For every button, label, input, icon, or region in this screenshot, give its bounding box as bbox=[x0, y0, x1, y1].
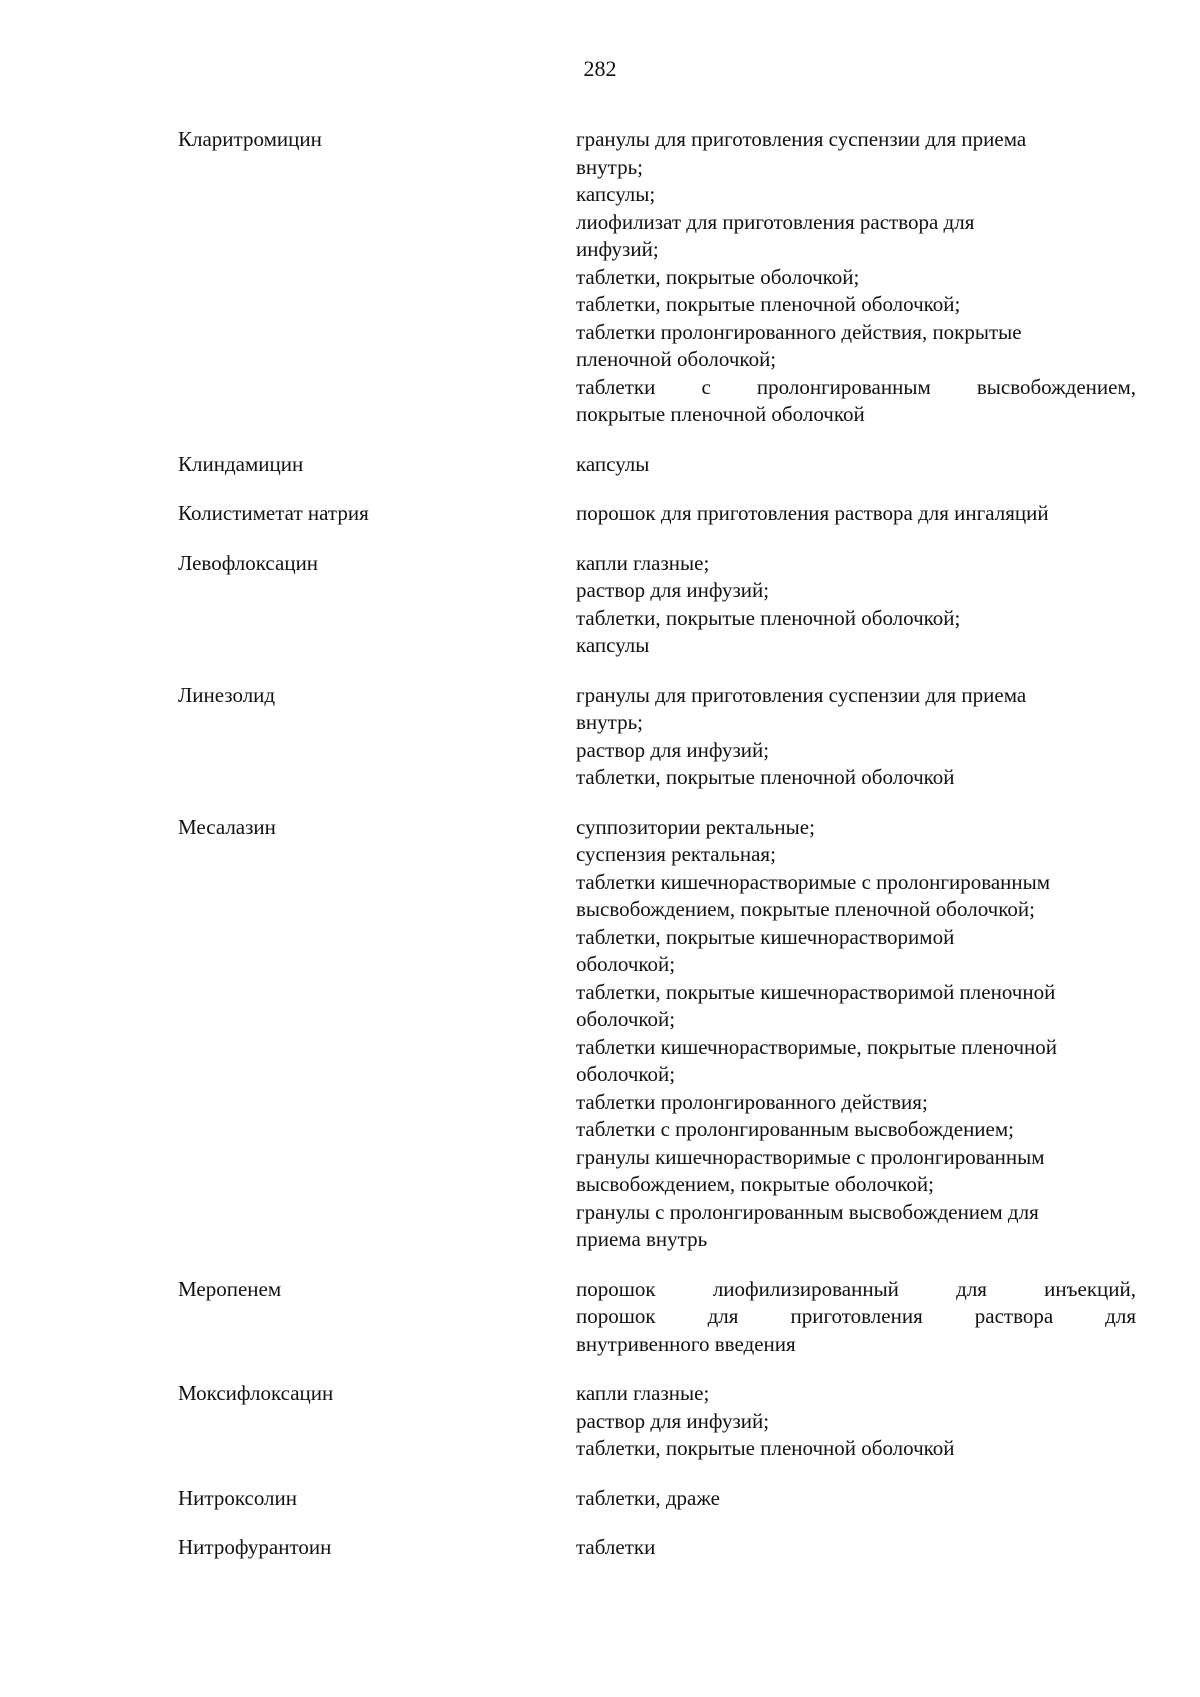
dosage-form-line: гранулы для приготовления суспензии для приема bbox=[576, 682, 1027, 707]
dosage-forms bbox=[576, 1534, 1136, 1562]
dosage-form-line: оболочкой; bbox=[576, 952, 676, 976]
dosage-forms bbox=[576, 126, 1136, 429]
dosage-form-line: внутрь; bbox=[576, 710, 643, 734]
drug-entry bbox=[178, 1380, 1138, 1463]
page-number: 282 bbox=[583, 56, 617, 81]
dosage-form-line: гранулы кишечнорастворимые с пролонгированным bbox=[576, 1144, 1045, 1169]
dosage-form-line: высвобождением, покрытые пленочной оболочкой; bbox=[576, 897, 1035, 921]
drug-name: Линезолид bbox=[178, 682, 276, 707]
dosage-form-line: суспензия ректальная; bbox=[576, 842, 776, 866]
drug-name: Клиндамицин bbox=[178, 451, 304, 476]
dosage-form-line: таблетки кишечнорастворимые, покрытые пленочной bbox=[576, 1034, 1058, 1059]
dosage-forms bbox=[576, 814, 1136, 1254]
dosage-form-line: таблетки с пролонгированным высвобождением; bbox=[576, 1117, 1014, 1141]
drug-name: Месалазин bbox=[178, 814, 276, 839]
dosage-form-line: капсулы bbox=[576, 451, 650, 476]
dosage-form-line: порошок лиофилизированный для инъекций, bbox=[576, 1276, 1136, 1301]
dosage-form-line: порошок для приготовления раствора для ингаляций bbox=[576, 501, 1049, 525]
dosage-form-line: капли глазные; bbox=[576, 1381, 710, 1405]
dosage-form-line: внутрь; bbox=[576, 154, 643, 179]
dosage-form-line: оболочкой; bbox=[576, 1007, 676, 1031]
dosage-form-line: таблетки, покрытые оболочкой; bbox=[576, 264, 860, 289]
dosage-form-line: лиофилизат для приготовления раствора для bbox=[576, 209, 975, 234]
dosage-form-line: таблетки пролонгированного действия; bbox=[576, 1089, 928, 1114]
drug-entry bbox=[178, 1534, 1138, 1562]
dosage-form-line: таблетки, покрытые пленочной оболочкой bbox=[576, 1436, 955, 1460]
dosage-form-line: высвобождением, покрытые оболочкой; bbox=[576, 1172, 934, 1196]
dosage-form-line: оболочкой; bbox=[576, 1062, 676, 1086]
drug-entry bbox=[178, 1276, 1138, 1359]
dosage-form-line: раствор для инфузий; bbox=[576, 578, 770, 602]
drug-entry bbox=[178, 814, 1138, 1254]
drug-entry bbox=[178, 1485, 1138, 1513]
dosage-form-line: внутривенного введения bbox=[576, 1331, 796, 1356]
dosage-form-line: таблетки, покрытые пленочной оболочкой; bbox=[576, 292, 961, 316]
drug-name: Кларитромицин bbox=[178, 127, 322, 151]
dosage-form-line: таблетки bbox=[576, 1535, 656, 1559]
drug-name: Меропенем bbox=[178, 1276, 282, 1301]
dosage-forms bbox=[576, 550, 1136, 660]
dosage-form-line: таблетки пролонгированного действия, покрытые bbox=[576, 319, 1022, 344]
dosage-form-line: таблетки с пролонгированным высвобождением, bbox=[576, 374, 1136, 399]
drug-entry bbox=[178, 451, 1138, 479]
dosage-forms bbox=[576, 500, 1136, 528]
dosage-form-line: гранулы для приготовления суспензии для приема bbox=[576, 127, 1027, 151]
dosage-form-line: таблетки, драже bbox=[576, 1485, 720, 1510]
drug-list bbox=[178, 126, 1138, 1562]
dosage-forms bbox=[576, 1276, 1136, 1359]
drug-entry bbox=[178, 682, 1138, 792]
drug-name: Нитроксолин bbox=[178, 1485, 298, 1510]
dosage-form-line: приема внутрь bbox=[576, 1227, 708, 1251]
dosage-form-line: раствор для инфузий; bbox=[576, 1408, 770, 1433]
dosage-form-line: пленочной оболочкой; bbox=[576, 347, 777, 371]
drug-name: Моксифлоксацин bbox=[178, 1381, 334, 1405]
dosage-form-line: таблетки, покрытые пленочной оболочкой; bbox=[576, 605, 961, 630]
dosage-forms bbox=[576, 682, 1136, 792]
drug-entry bbox=[178, 126, 1138, 429]
dosage-form-line: инфузий; bbox=[576, 237, 659, 261]
dosage-form-line: суппозитории ректальные; bbox=[576, 814, 815, 839]
dosage-forms bbox=[576, 1485, 1136, 1513]
drug-entry bbox=[178, 500, 1138, 528]
dosage-form-line: таблетки, покрытые кишечнорастворимой bbox=[576, 924, 955, 949]
dosage-forms bbox=[576, 1380, 1136, 1463]
dosage-form-line: порошок для приготовления раствора для bbox=[576, 1304, 1136, 1328]
dosage-form-line: гранулы с пролонгированным высвобождением для bbox=[576, 1199, 1039, 1224]
dosage-form-line: капсулы bbox=[576, 633, 650, 657]
dosage-form-line: капли глазные; bbox=[576, 550, 710, 575]
dosage-forms bbox=[576, 451, 1136, 479]
dosage-form-line: таблетки, покрытые кишечнорастворимой пленочной bbox=[576, 979, 1056, 1004]
drug-name: Колистиметат натрия bbox=[178, 501, 369, 525]
drug-name: Нитрофурантоин bbox=[178, 1535, 332, 1559]
drug-entry bbox=[178, 550, 1138, 660]
dosage-form-line: таблетки кишечнорастворимые с пролонгированным bbox=[576, 869, 1051, 894]
drug-name: Левофлоксацин bbox=[178, 550, 319, 575]
dosage-form-line: покрытые пленочной оболочкой bbox=[576, 402, 865, 426]
dosage-form-line: таблетки, покрытые пленочной оболочкой bbox=[576, 765, 955, 789]
dosage-form-line: капсулы; bbox=[576, 182, 656, 206]
dosage-form-line: раствор для инфузий; bbox=[576, 737, 770, 762]
